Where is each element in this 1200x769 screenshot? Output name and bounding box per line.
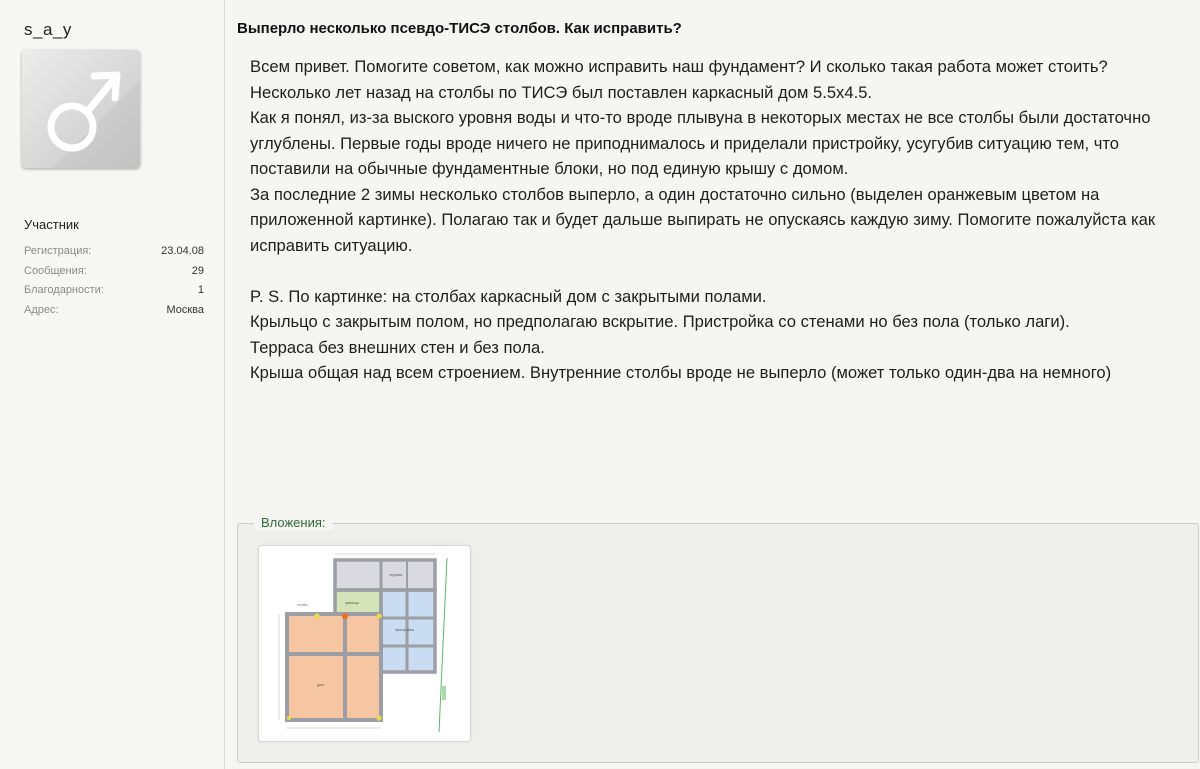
attachments-legend: Вложения: (254, 515, 333, 530)
label-terrace: терраса (389, 573, 403, 577)
post-paragraph: Всем привет. Помогите советом, как можно исправить наш фундамент? И сколько такая работа может стоить? (250, 57, 1108, 76)
post-paragraph: P. S. По картинке: на столбах каркасный дом с закрытыми полами. (250, 286, 767, 306)
stat-value: Москва (166, 303, 204, 316)
post-title: Выперло несколько псевдо-ТИСЭ столбов. Как исправить? (237, 20, 682, 37)
stat-label: Благодарности: (24, 284, 104, 296)
post-marker (376, 613, 381, 618)
highlighted-post-marker (342, 613, 348, 619)
user-role: Участник (24, 217, 79, 232)
attachment-thumbnail[interactable] (258, 545, 471, 742)
post-content (226, 0, 1200, 769)
post-paragraph: Крыша общая над всем строением. Внутренние столбы вроде не выперло (может только один-два на немного) (250, 363, 1112, 382)
post-marker (376, 715, 381, 720)
post-paragraph: За последние 2 зимы несколько столбов выперло, а один достаточно сильно (выделен оранжевым цветом на приложенной картинке). Полагаю так и будет дальше выпирать не опускаясь каждую зиму. Помогите пожалуйста как исправить ситуацию. (250, 184, 1156, 255)
label-porch: крыльцо (345, 601, 360, 605)
stat-label: Регистрация: (24, 245, 92, 257)
attachments-fieldset (237, 515, 1199, 763)
post-paragraph-blank (250, 258, 1180, 284)
post-paragraph: Как я понял, из-за выского уровня воды и что-то вроде плывуна в некоторых местах не все столбы были достаточно углублены. Первые годы вроде ничего не приподнималось и приделали пристройку, усугубив ситуацию тем, что поставили на обычные фундаментные блоки, но под единую крышу с домом. (250, 108, 1151, 178)
user-sidebar (0, 0, 225, 769)
label-extension: пристройка (395, 628, 415, 632)
label-posts: столбы (297, 603, 308, 607)
stat-label: Сообщения: (24, 264, 87, 277)
boundary-marker (442, 686, 446, 700)
stat-messages (24, 265, 204, 285)
stat-thanks (24, 284, 204, 304)
site-boundary-line (439, 558, 447, 732)
stat-registration (24, 245, 204, 265)
stat-value: 1 (197, 284, 204, 296)
post-paragraph: Крыльцо с закрытым полом, но предполагаю вскрытие. Пристройка со стенами но без пола (только лаги). (250, 312, 1070, 331)
stat-value: 29 (191, 264, 204, 277)
male-symbol-icon (22, 50, 140, 168)
username-link[interactable]: s_a_y (24, 20, 72, 39)
stat-value: 23.04.08 (161, 245, 204, 257)
post-marker (314, 613, 319, 618)
post-paragraph: Терраса без внешних стен и без пола. (250, 337, 545, 357)
user-stats (24, 245, 204, 323)
house-area (287, 614, 381, 720)
terrace-area (335, 560, 435, 590)
post-body (250, 54, 1180, 386)
post-paragraph: Несколько лет назад на столбы по ТИСЭ был поставлен каркасный дом 5.5х4.5. (250, 82, 873, 102)
label-house: дом (317, 683, 324, 687)
avatar[interactable] (22, 50, 140, 168)
post-marker (287, 716, 291, 720)
stat-address (24, 304, 204, 324)
foundation-plan-image (259, 546, 470, 741)
stat-label: Адрес: (24, 303, 59, 316)
